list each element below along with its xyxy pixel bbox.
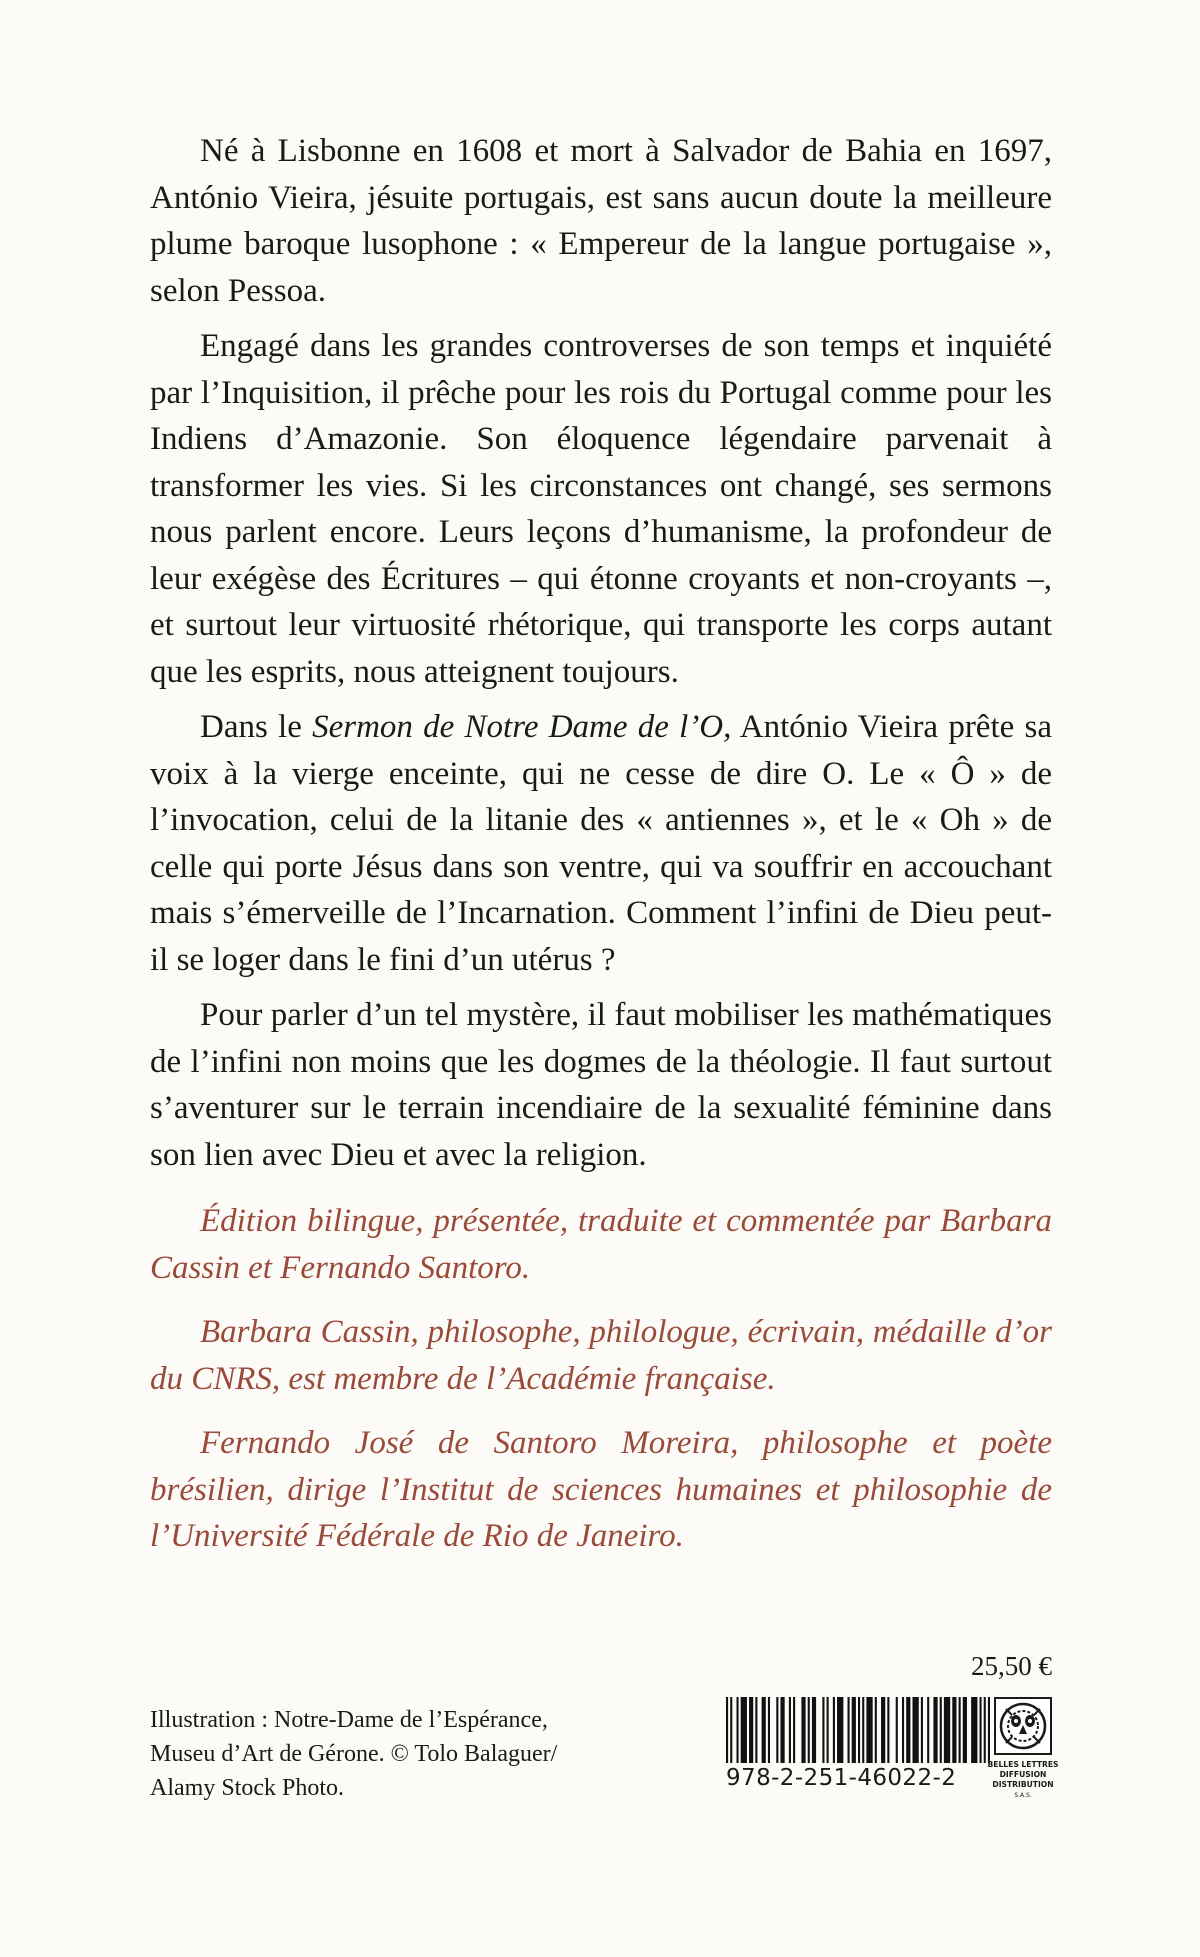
- barcode-bar: [768, 1697, 770, 1763]
- barcode-bar: [736, 1697, 738, 1763]
- barcode-bar: [912, 1697, 918, 1763]
- barcode-bar: [808, 1697, 810, 1763]
- publisher-name-line: S.A.S.: [1014, 1792, 1032, 1799]
- barcode-block: [726, 1697, 1059, 1805]
- publisher-logo: [987, 1697, 1059, 1805]
- illustration-credit-line: Museu d’Art de Gérone. © Tolo Balaguer/: [150, 1741, 558, 1767]
- barcode-bar: [866, 1697, 872, 1763]
- barcode-image: [726, 1697, 990, 1763]
- barcode-bar: [980, 1697, 982, 1763]
- barcode-bar: [822, 1697, 824, 1763]
- blurb-paragraph-1: Né à Lisbonne en 1608 et mort à Salvador de Bahia en 1697, António Vieira, jésuite portugais, est sans aucun doute la meilleure plume baroque lusophone : « Empereur de la langue portugaise », selon Pessoa.: [150, 133, 1052, 309]
- blurb-p3-intro: Dans le: [200, 709, 313, 745]
- barcode-bar: [780, 1697, 784, 1763]
- blurb-p3-rest: António Vieira prête sa voix à la vierge enceinte, qui ne cesse de dire O. Le « Ô » de l’invocation, celui de la litanie des « antiennes », et le « Oh » de celle qui porte Jésus dans son ventre, qui va souffrir en accouchant mais s’émerveille de l’Incarnation. Comment l’infini de Dieu peut-il se loger dans le fini d’un utérus ?: [150, 709, 1052, 978]
- price-label: 25,50 €: [971, 1651, 1052, 1681]
- barcode-bar: [906, 1697, 910, 1763]
- barcode-bar: [741, 1697, 747, 1763]
- illustration-credit: [150, 1703, 610, 1805]
- barcode-bar: [875, 1697, 877, 1763]
- barcode-bar: [963, 1697, 967, 1763]
- isbn-number: 978-2-251-46022-2: [726, 1765, 957, 1791]
- barcode-bar: [730, 1697, 732, 1763]
- barcode-bar: [933, 1697, 937, 1763]
- illustration-credit-line: Illustration : Notre-Dame de l’Espérance,: [150, 1707, 548, 1733]
- barcode-bar: [940, 1697, 942, 1763]
- barcode-bar: [896, 1697, 898, 1763]
- barcode-bar: [921, 1697, 923, 1763]
- publisher-name-line: DIFFUSION: [999, 1770, 1047, 1779]
- barcode-bar: [848, 1697, 850, 1763]
- author-bio-santoro: Fernando José de Santoro Moreira, philosophe et poète brésilien, dirige l’Institut de sciences humaines et philosophie de l’Université Fédérale de Rio de Janeiro.: [150, 1425, 1052, 1554]
- barcode-bar: [944, 1697, 950, 1763]
- barcode-bar: [984, 1697, 986, 1763]
- barcode-bar: [789, 1697, 791, 1763]
- edition-note: Édition bilingue, présentée, traduite et commentée par Barbara Cassin et Fernando Santoro.: [150, 1203, 1052, 1286]
- barcode-bar: [762, 1697, 766, 1763]
- barcode-bar: [902, 1697, 904, 1763]
- barcode-bar: [755, 1697, 757, 1763]
- barcode-bar: [801, 1697, 805, 1763]
- barcode-bar: [927, 1697, 929, 1763]
- blurb-paragraph-4: Pour parler d’un tel mystère, il faut mobiliser les mathématiques de l’infini non moins que les dogmes de la théologie. Il faut surtout s’aventurer sur le terrain incendiaire de la sexualité féminine dans son lien avec Dieu et avec la religion.: [150, 997, 1052, 1173]
- barcode-bar: [952, 1697, 956, 1763]
- barcode-bar: [881, 1697, 885, 1763]
- book-blurb: [150, 128, 1052, 1187]
- barcode-bar: [776, 1697, 778, 1763]
- barcode-bar: [852, 1697, 856, 1763]
- barcode-bar: [959, 1697, 961, 1763]
- barcode-bar: [812, 1697, 816, 1763]
- blurb-paragraph-3: [150, 704, 1052, 983]
- publisher-name-line: BELLES LETTRES: [987, 1760, 1059, 1769]
- barcode-bar: [827, 1697, 829, 1763]
- publisher-name-line: DISTRIBUTION: [992, 1780, 1054, 1789]
- edition-credits: [150, 1198, 1052, 1578]
- sermon-title: Sermon de Notre Dame de l’O,: [312, 709, 732, 745]
- barcode-bar: [793, 1697, 795, 1763]
- barcode-bar: [988, 1697, 990, 1763]
- illustration-credit-line: Alamy Stock Photo.: [150, 1775, 345, 1801]
- blurb-paragraph-2: Engagé dans les grandes controverses de son temps et inquiété par l’Inquisition, il prêche pour les rois du Portugal comme pour les Indiens d’Amazonie. Son éloquence légendaire parvenait à transformer les vies. Si les circonstances ont changé, ses sermons nous parlent encore. Leurs leçons d’humanisme, la profondeur de leur exégèse des Écritures – qui étonne croyants et non-croyants –, et surtout leur virtuosité rhétorique, qui transporte les corps autant que les esprits, nous atteignent toujours.: [150, 328, 1052, 690]
- barcode-bar: [749, 1697, 753, 1763]
- author-bio-cassin: Barbara Cassin, philosophe, philologue, écrivain, médaille d’or du CNRS, est membre de l’Académie française.: [150, 1314, 1052, 1397]
- barcode-bar: [833, 1697, 835, 1763]
- barcode-bar: [858, 1697, 860, 1763]
- barcode-bar: [862, 1697, 864, 1763]
- barcode-bar: [726, 1697, 728, 1763]
- barcode-bar: [971, 1697, 977, 1763]
- barcode-bar: [887, 1697, 889, 1763]
- barcode-bar: [837, 1697, 843, 1763]
